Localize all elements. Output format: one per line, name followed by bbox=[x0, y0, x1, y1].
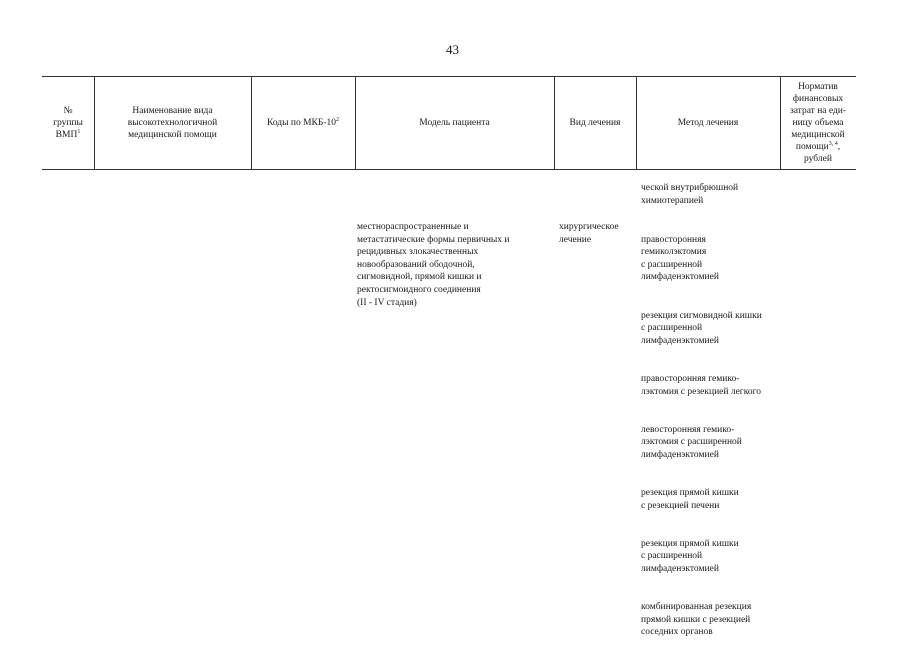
treatment-method-item: правосторонняя гемико- лэктомия с резекцией легкого bbox=[641, 373, 761, 397]
table-header bbox=[42, 76, 856, 170]
treatment-method-item: резекция прямой кишки с расширенной лимфаденэктомией bbox=[641, 538, 739, 575]
treatment-method-list bbox=[641, 221, 791, 665]
header-treatment-type: Вид лечения bbox=[569, 118, 621, 128]
treatment-method-item: комбинированная резекция прямой кишки с резекцией соседних органов bbox=[641, 602, 752, 638]
header-cost-norm-text: Норматив финансовых затрат на еди- ницу объема медицинской помощи bbox=[789, 82, 847, 152]
header-group-no bbox=[42, 77, 94, 169]
header-icd-codes bbox=[251, 77, 355, 169]
header-treatment-method: Метод лечения bbox=[677, 118, 739, 128]
treatment-method-item: правосторонняя гемиколэктомия с расширенной лимфаденэктомией bbox=[641, 234, 719, 283]
header-cost-norm-footnote: 3, 4 bbox=[828, 140, 838, 147]
continued-method-cell: ческой внутрибрюшной химиотерапией bbox=[641, 183, 739, 206]
page-number: 43 bbox=[446, 42, 459, 57]
header-patient-model: Модель пациента bbox=[419, 118, 490, 128]
patient-model-cell: местнораспространенные и метастатические формы первичных и рецидивных злокачественных новообразований ободочной, сигмовидной, прямой кишки и ректосигмоидного соединения (II - IV стадия) bbox=[357, 222, 510, 308]
header-icd-codes-footnote: 2 bbox=[336, 116, 340, 123]
header-cost-norm-unit: , рублей bbox=[804, 142, 841, 164]
header-group-no-footnote: 1 bbox=[77, 128, 81, 135]
treatment-method-item: резекция сигмовидной кишки с расширенной лимфаденэктомией bbox=[641, 310, 762, 346]
treatment-method-item: левосторонняя гемико- лэктомия с расширенной лимфаденэктомией bbox=[641, 424, 742, 460]
header-icd-codes-text: Коды по МКБ-10 bbox=[266, 118, 337, 128]
header-care-type: Наименование вида высокотехнологичной медицинской помощи bbox=[127, 106, 218, 140]
header-cost-norm bbox=[780, 77, 856, 169]
treatment-method-item: резекция прямой кишки с резекцией печени bbox=[641, 488, 739, 511]
header-group-no-text: № группы ВМП bbox=[53, 106, 83, 140]
treatment-type-cell: хирургическое лечение bbox=[559, 222, 619, 245]
